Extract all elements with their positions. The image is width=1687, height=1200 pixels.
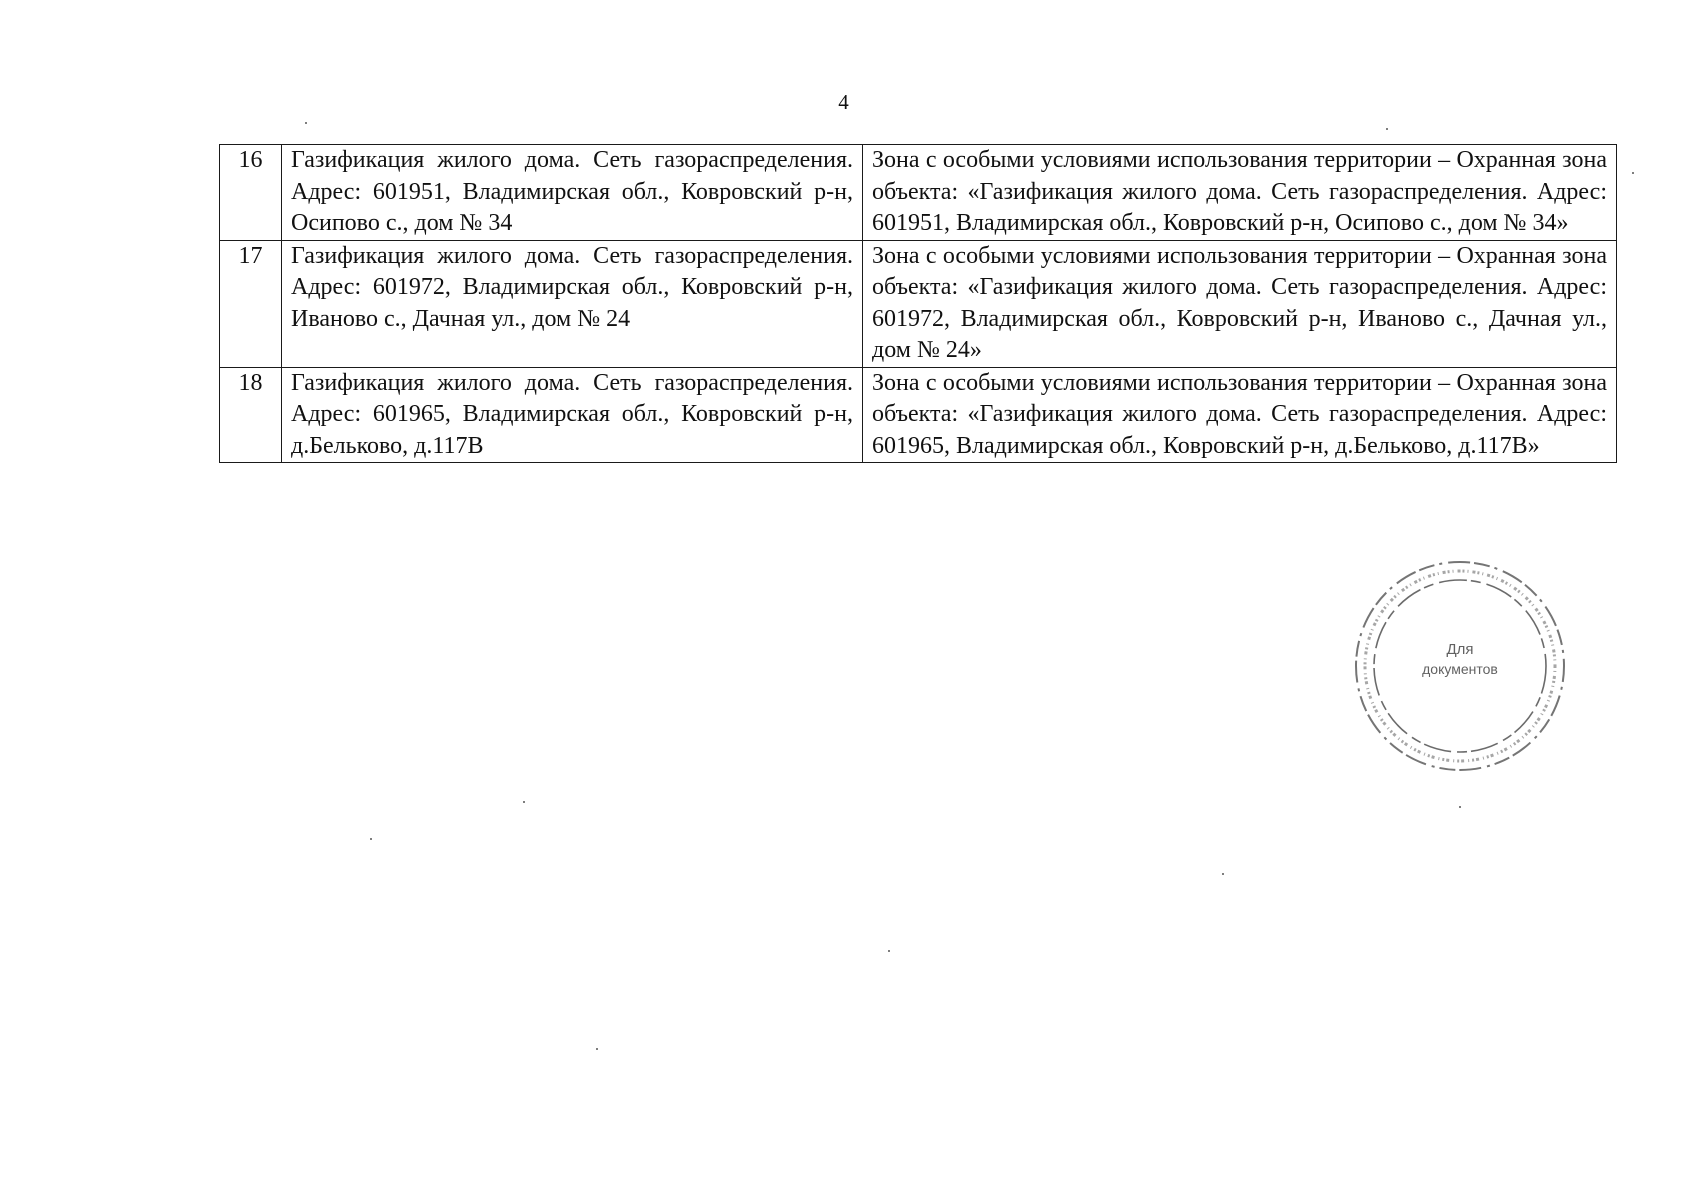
page-number: 4 [838,90,849,114]
table-row [220,240,1617,367]
zone-description: Зона с особыми условиями использования территории – Охранная зона объекта: «Газификация жилого дома. Сеть газораспределения. Адрес: 601972, Владимирская обл., Ковровский р-н, Иваново с., Дачная ул., дом № 24» [863,240,1617,367]
row-number: 17 [220,240,282,367]
zone-description: Зона с особыми условиями использования территории – Охранная зона объекта: «Газификация жилого дома. Сеть газораспределения. Адрес: 601965, Владимирская обл., Ковровский р-н, д.Бельково, д.117В» [863,367,1617,463]
object-description: Газификация жилого дома. Сеть газораспределения. Адрес: 601972, Владимирская обл., Ковровский р-н, Иваново с., Дачная ул., дом № 24 [282,240,863,367]
zone-description: Зона с особыми условиями использования территории – Охранная зона объекта: «Газификация жилого дома. Сеть газораспределения. Адрес: 601951, Владимирская обл., Ковровский р-н, Осипово с., дом № 34» [863,145,1617,241]
zones-table [219,144,1617,463]
stamp-text-line-1: Для [1446,641,1474,658]
stamp-text-line-2: документов [1422,661,1498,677]
row-number: 18 [220,367,282,463]
seal-stamp [1352,558,1568,774]
table-row [220,367,1617,463]
table-row [220,145,1617,241]
object-description: Газификация жилого дома. Сеть газораспределения. Адрес: 601965, Владимирская обл., Ковровский р-н, д.Бельково, д.117В [282,367,863,463]
object-description: Газификация жилого дома. Сеть газораспределения. Адрес: 601951, Владимирская обл., Ковровский р-н, Осипово с., дом № 34 [282,145,863,241]
row-number: 16 [220,145,282,241]
